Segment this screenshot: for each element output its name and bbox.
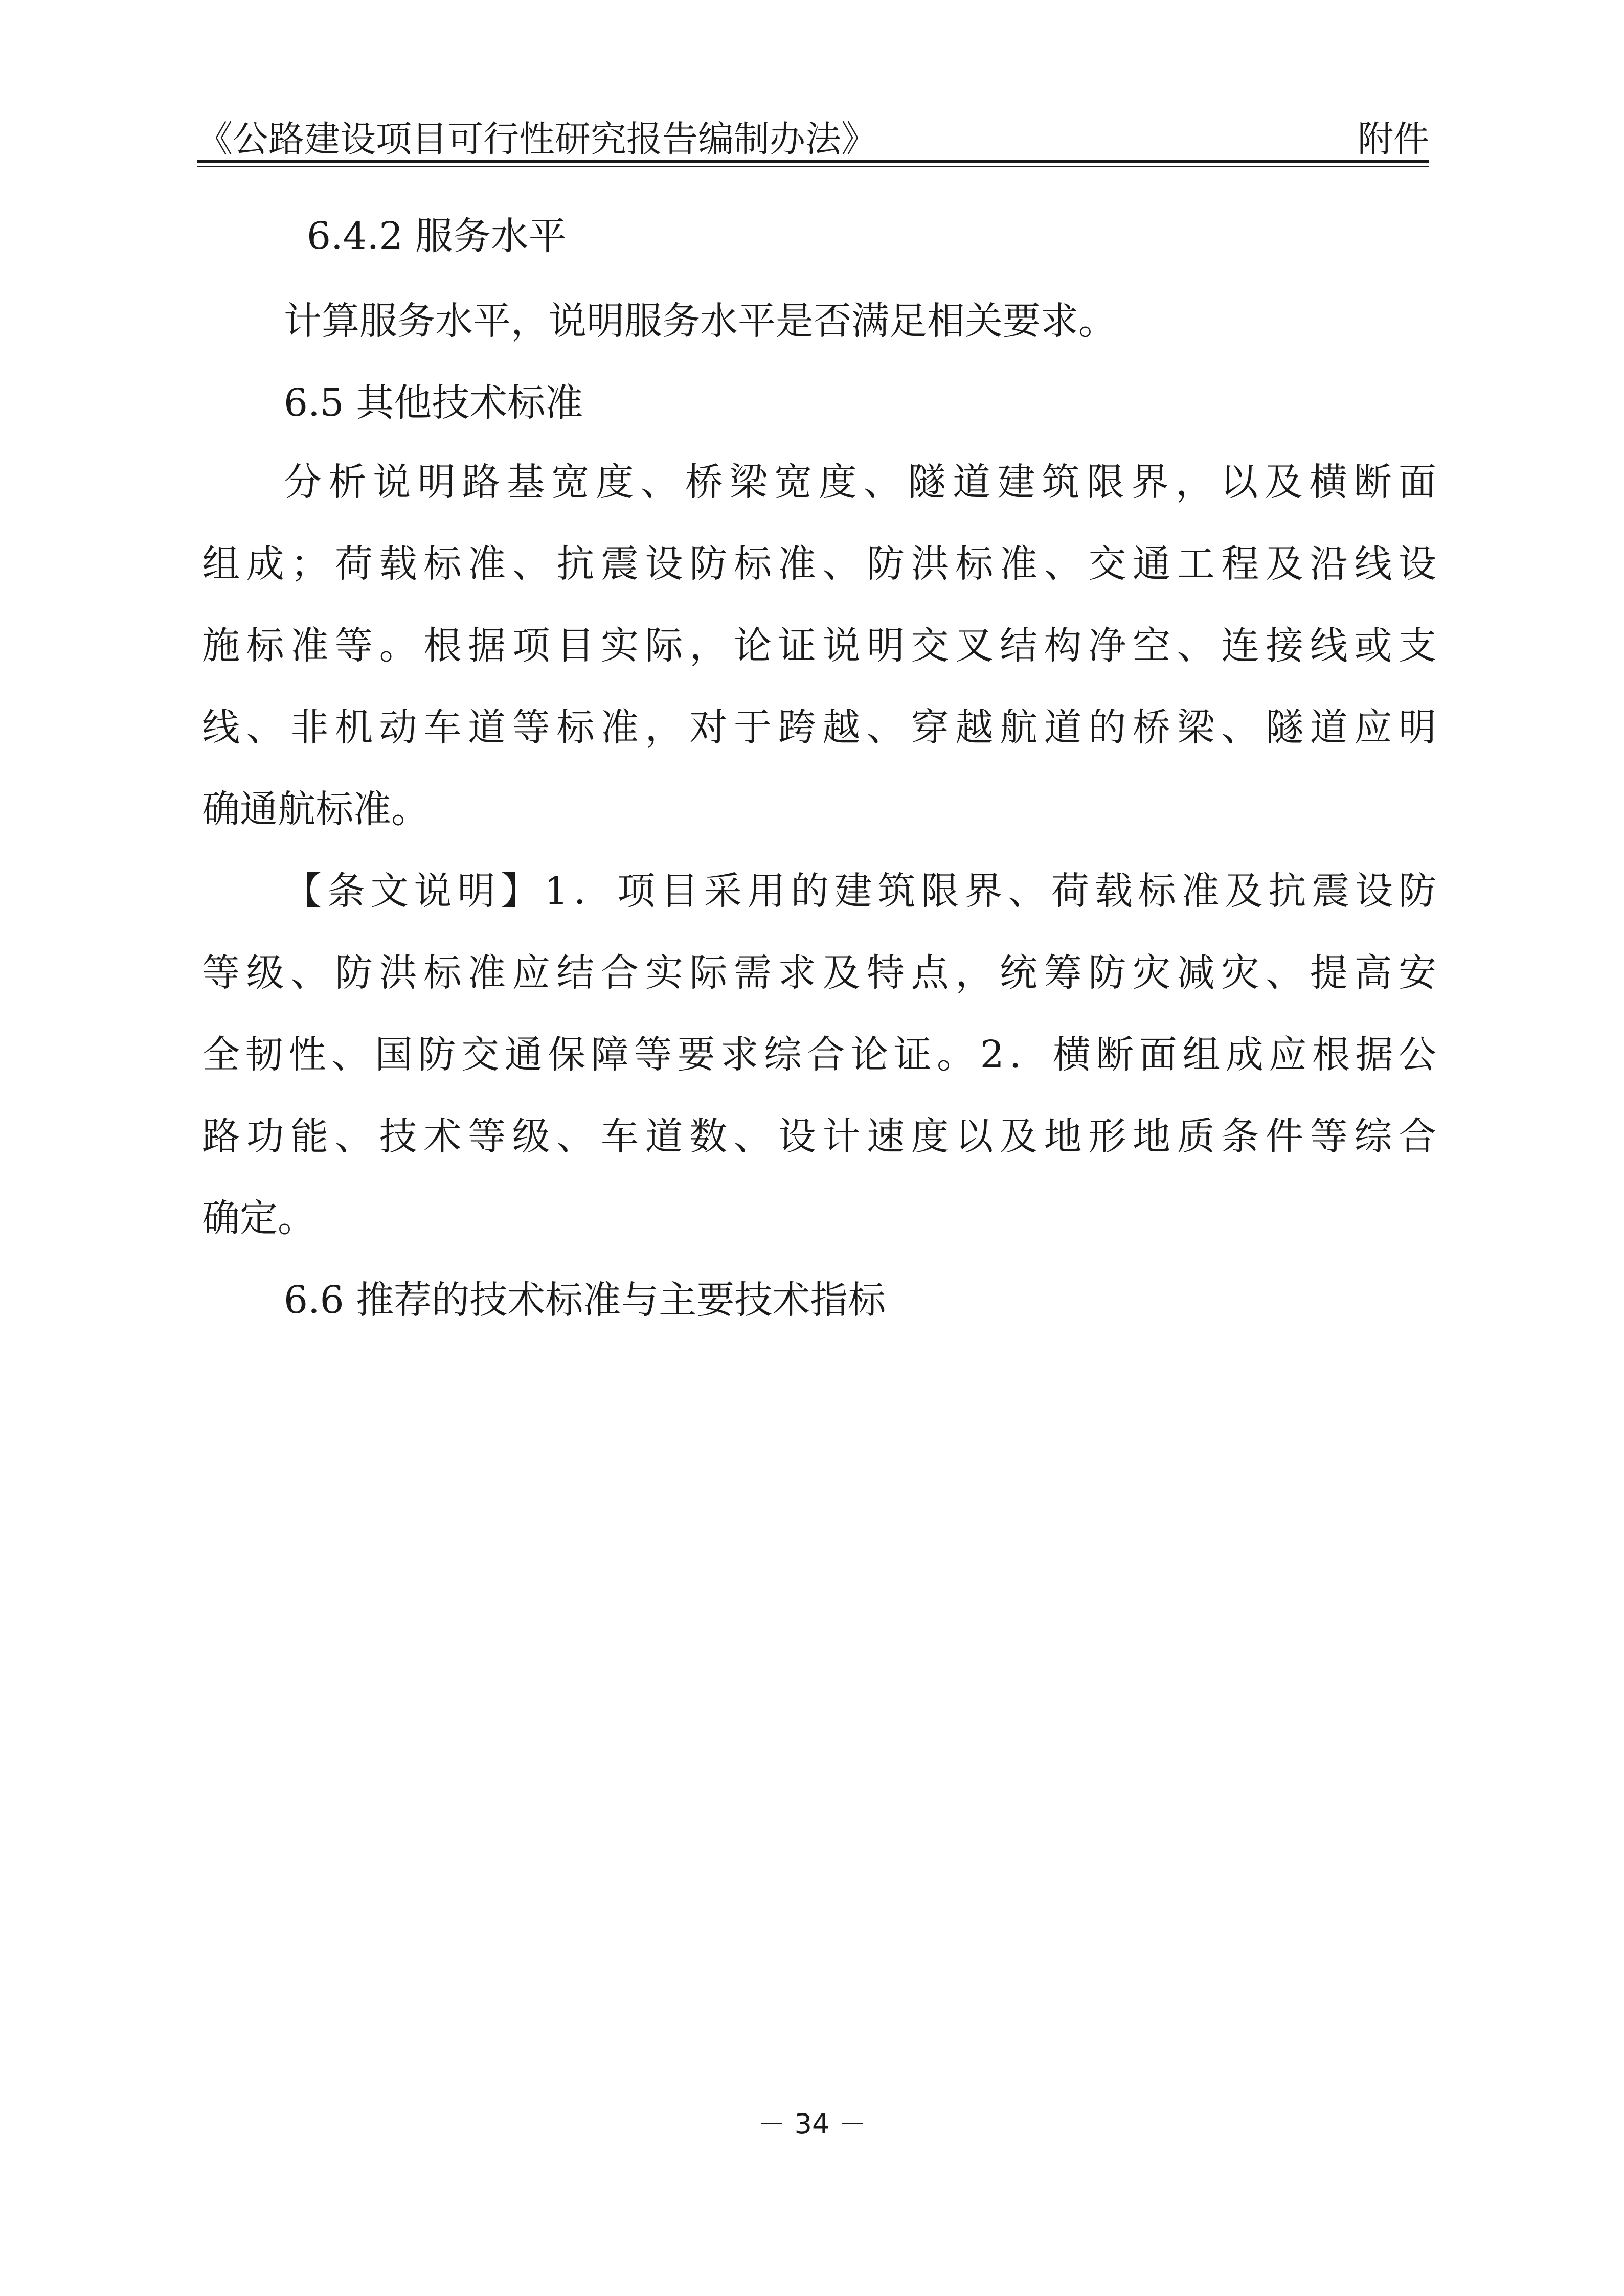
section-6-5-line-5: 确通航标准。 <box>202 787 429 831</box>
header-divider-thin <box>197 166 1429 167</box>
note-line-1: 【条文说明】1．项目采用的建筑限界、荷载标准及抗震设防 <box>284 869 1436 913</box>
attachment-label: 附件 <box>1358 118 1429 160</box>
section-6-4-2-body: 计算服务水平，说明服务水平是否满足相关要求。 <box>284 299 1116 343</box>
note-line-2: 等级、防洪标准应结合实际需求及特点，统筹防灾减灾、提高安 <box>202 951 1436 995</box>
note-line-5: 确定。 <box>202 1196 315 1240</box>
section-6-5-heading: 6.5 其他技术标准 <box>284 381 583 425</box>
section-6-5-line-1: 分析说明路基宽度、桥梁宽度、隧道建筑限界，以及横断面 <box>284 460 1436 504</box>
section-6-6-heading: 6.6 推荐的技术标准与主要技术指标 <box>284 1278 886 1322</box>
page-header <box>197 111 1429 163</box>
section-6-5-line-2: 组成；荷载标准、抗震设防标准、防洪标准、交通工程及沿线设 <box>202 542 1436 586</box>
section-6-5-line-3: 施标准等。根据项目实际，论证说明交叉结构净空、连接线或支 <box>202 624 1436 668</box>
note-line-3: 全韧性、国防交通保障等要求综合论证。2．横断面组成应根据公 <box>202 1033 1436 1077</box>
section-6-5-line-4: 线、非机动车道等标准，对于跨越、穿越航道的桥梁、隧道应明 <box>202 706 1436 749</box>
document-title: 《公路建设项目可行性研究报告编制办法》 <box>197 118 877 160</box>
page-number: － 34 － <box>758 2108 866 2140</box>
note-line-4: 路功能、技术等级、车道数、设计速度以及地形地质条件等综合 <box>202 1115 1436 1158</box>
section-6-4-2-heading: 6.4.2 服务水平 <box>307 214 567 258</box>
header-divider <box>197 160 1429 163</box>
